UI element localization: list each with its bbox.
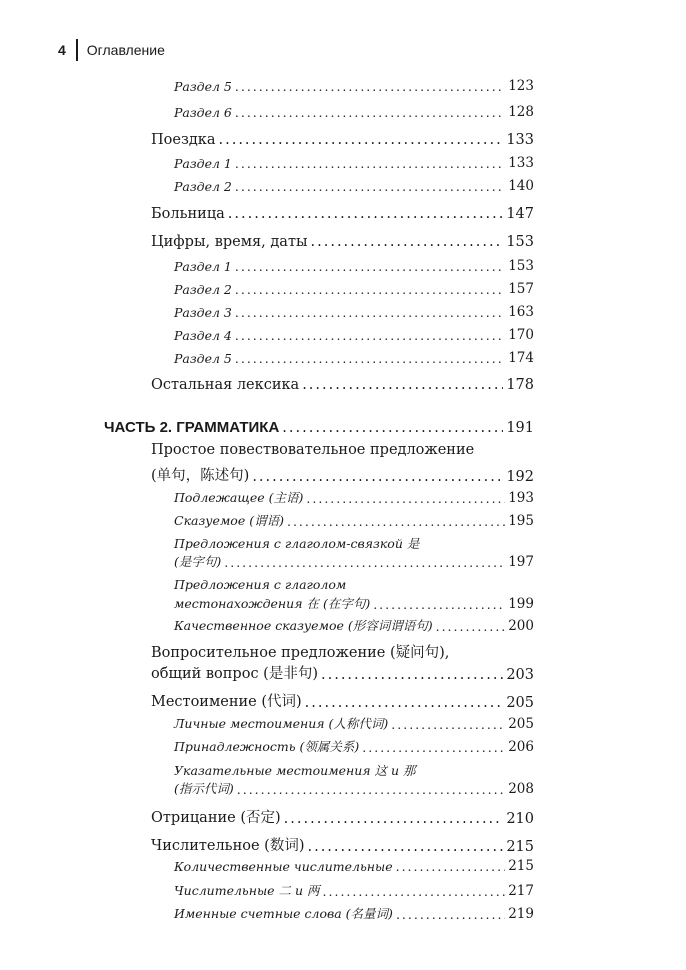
dot-leader (323, 884, 506, 899)
toc-entry-label: Раздел 2 (174, 179, 232, 194)
toc-entry-label: Раздел 3 (174, 305, 232, 320)
toc-entry-page: 174 (508, 350, 534, 366)
toc-entry-label: Числительные 二 и 两 (174, 883, 320, 898)
toc-entry-page: 153 (508, 258, 534, 274)
toc-entry[interactable] (174, 904, 534, 922)
dot-leader (235, 351, 505, 366)
toc-entry-label-line: Простое повествовательное предложение (151, 442, 475, 458)
dot-leader (235, 282, 505, 297)
toc-entry[interactable] (174, 616, 534, 634)
toc-entry-page: 203 (506, 667, 534, 683)
toc-entry-label: общий вопрос (是非句) (151, 666, 318, 682)
toc-entry-page: 199 (508, 596, 534, 612)
toc-entry-page: 208 (508, 781, 534, 797)
toc-entry-label: Раздел 6 (174, 105, 232, 120)
toc-entry-page: 133 (506, 132, 534, 148)
toc-entry[interactable] (174, 594, 534, 612)
dot-leader (235, 156, 505, 171)
toc-entry-label: Поездка (151, 132, 216, 148)
toc-entry[interactable] (174, 155, 534, 171)
toc-entry-page: 215 (508, 858, 534, 874)
toc-entry-label: Личные местоимения (人称代词) (174, 716, 389, 731)
toc-entry-label: Подлежащее (主语) (174, 490, 304, 505)
toc-entry[interactable] (174, 78, 534, 94)
toc-entry[interactable] (151, 234, 534, 250)
dot-leader (282, 420, 503, 436)
toc-entry-page: 178 (506, 377, 534, 393)
toc-entry-label: Сказуемое (谓语) (174, 513, 284, 528)
toc-part-heading[interactable] (104, 419, 534, 436)
toc-entry-page: 147 (506, 206, 534, 222)
dot-leader (219, 132, 504, 148)
toc-entry-page: 192 (506, 469, 534, 485)
toc-entry-page: 206 (508, 739, 534, 755)
toc-entry[interactable] (174, 327, 534, 343)
dot-leader (252, 469, 503, 485)
toc-entry-page: 219 (508, 906, 534, 922)
toc-entry-page: 200 (508, 618, 534, 634)
dot-leader (235, 105, 505, 120)
toc-entry-label: Раздел 5 (174, 79, 232, 94)
dot-leader (436, 619, 506, 634)
dot-leader (396, 859, 506, 874)
toc-entry[interactable] (151, 132, 534, 148)
dot-leader (362, 740, 505, 755)
toc-entry[interactable] (174, 779, 534, 797)
header-divider (76, 39, 78, 61)
toc-entry-label: Местоимение (代词) (151, 694, 302, 710)
toc-entry[interactable] (174, 104, 534, 120)
toc-entry-page: 210 (506, 811, 534, 827)
dot-leader (305, 695, 504, 711)
toc-entry[interactable] (151, 690, 534, 711)
dot-leader (287, 514, 505, 529)
toc-entry[interactable] (151, 377, 534, 393)
toc-entry-page: 128 (508, 104, 534, 120)
toc-entry[interactable] (174, 552, 534, 570)
toc-entry-label: Раздел 5 (174, 351, 232, 366)
toc-entry-page: 205 (508, 716, 534, 732)
toc-entry-page: 153 (506, 234, 534, 250)
toc-entry-label: Цифры, время, даты (151, 234, 308, 250)
dot-leader (235, 79, 505, 94)
dot-leader (311, 234, 504, 250)
toc-entry-label: (单句，陈述句) (151, 468, 250, 484)
toc-entry-page: 215 (506, 839, 534, 855)
toc-entry-label-line: Предложения с глаголом (174, 577, 347, 592)
toc-entry-page: 195 (508, 513, 534, 529)
dot-leader (306, 491, 505, 506)
toc-entry-page: 157 (508, 281, 534, 297)
toc-entry[interactable] (174, 350, 534, 366)
toc-entry[interactable] (151, 806, 534, 827)
dot-leader (235, 179, 505, 194)
toc-entry-label: Раздел 2 (174, 282, 232, 297)
toc-entry-label-line: Предложения с глаголом-связкой 是 (174, 536, 420, 551)
dot-leader (235, 305, 505, 320)
page-number: 4 (58, 42, 66, 58)
dot-leader (237, 782, 505, 797)
toc-entry[interactable] (151, 206, 534, 222)
dot-leader (284, 811, 504, 827)
toc-entry[interactable] (174, 488, 534, 506)
toc-entry-label: Числительное (数词) (151, 838, 305, 854)
toc-entry-label-line: Вопросительное предложение (疑问句), (151, 645, 450, 661)
dot-leader (235, 259, 505, 274)
toc-entry-page: 197 (508, 554, 534, 570)
dot-leader (228, 206, 504, 222)
toc-entry-label-line: Указательные местоимения 这 и 那 (174, 763, 416, 778)
toc-entry[interactable] (151, 834, 534, 855)
toc-entry-page: 133 (508, 155, 534, 171)
toc-entry[interactable] (174, 881, 534, 899)
dot-leader (224, 555, 505, 570)
toc-entry[interactable] (174, 281, 534, 297)
dot-leader (235, 328, 505, 343)
dot-leader (307, 839, 503, 855)
toc-entry-label: Раздел 1 (174, 156, 232, 171)
toc-entry-label: Именные счетные слова (名量词) (174, 906, 393, 921)
toc-entry-label: Больница (151, 206, 225, 222)
toc-entry-label: Остальная лексика (151, 377, 300, 393)
toc-entry-label: местонахождения 在 (在字句) (174, 596, 371, 611)
toc-entry-page: 217 (508, 883, 534, 899)
toc-entry-page: 193 (508, 490, 534, 506)
toc-entry[interactable] (174, 737, 534, 755)
toc-entry[interactable] (174, 258, 534, 274)
toc-entry-page: 205 (506, 695, 534, 711)
toc-entry-label: Качественное сказуемое (形容词谓语句) (174, 618, 433, 633)
toc-entry-label: (是字句) (174, 554, 222, 569)
dot-leader (373, 597, 505, 612)
dot-leader (396, 907, 505, 922)
toc-entry-page: 170 (508, 327, 534, 343)
toc-entry-label: Принадлежность (领属关系) (174, 739, 360, 754)
toc-entry-label: Раздел 1 (174, 259, 232, 274)
dot-leader (321, 667, 503, 683)
toc-entry-label: Отрицание (否定) (151, 810, 281, 826)
running-header (58, 38, 165, 62)
dot-leader (391, 717, 505, 732)
dot-leader (302, 377, 503, 393)
toc-entry[interactable] (174, 511, 534, 529)
toc-entry-label: Количественные числительные (174, 859, 393, 874)
toc-entry-page: 123 (508, 78, 534, 94)
toc-entry-page: 140 (508, 178, 534, 194)
toc-entry-label: Раздел 4 (174, 328, 232, 343)
toc-entry[interactable] (174, 858, 534, 874)
toc-entry[interactable] (174, 178, 534, 194)
part-title: ЧАСТЬ 2. ГРАММАТИКА (104, 419, 280, 436)
toc-entry-page: 191 (506, 420, 534, 436)
toc-entry[interactable] (174, 304, 534, 320)
toc-entry[interactable] (174, 714, 534, 732)
toc-entry[interactable] (151, 464, 534, 485)
toc-entry-label: (指示代词) (174, 781, 234, 796)
toc-entry[interactable] (151, 662, 534, 683)
running-title: Оглавление (86, 42, 165, 58)
toc-entry-page: 163 (508, 304, 534, 320)
